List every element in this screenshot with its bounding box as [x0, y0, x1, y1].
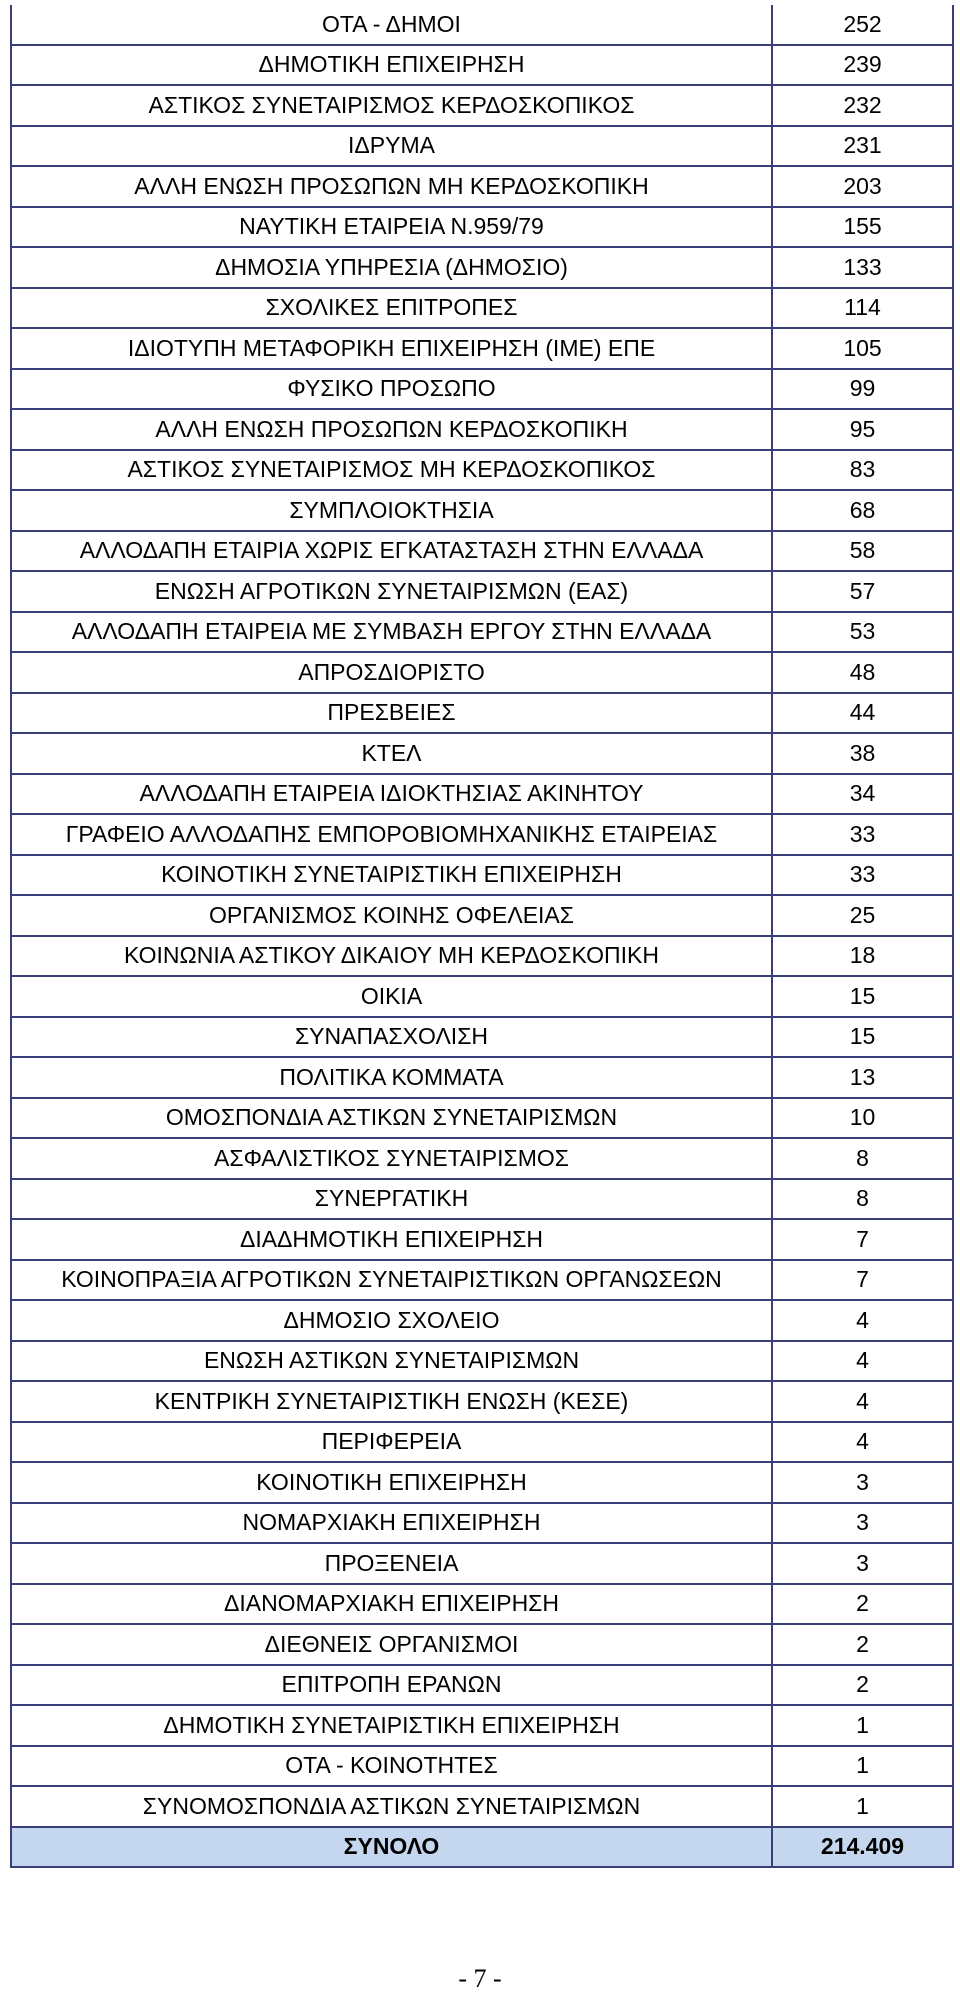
table-row — [11, 1543, 953, 1584]
entity-type-cell: ΣΥΜΠΛΟΙΟΚΤΗΣΙΑ — [11, 490, 772, 531]
table-row — [11, 1098, 953, 1139]
entity-type-cell: ΟΡΓΑΝΙΣΜΟΣ ΚΟΙΝΗΣ ΟΦΕΛΕΙΑΣ — [11, 895, 772, 936]
entity-type-cell: ΑΣΤΙΚΟΣ ΣΥΝΕΤΑΙΡΙΣΜΟΣ ΜΗ ΚΕΡΔΟΣΚΟΠΙΚΟΣ — [11, 450, 772, 491]
entity-type-cell: ΚΟΙΝΟΤΙΚΗ ΕΠΙΧΕΙΡΗΣΗ — [11, 1462, 772, 1503]
entity-type-cell: ΚΟΙΝΟΠΡΑΞΙΑ ΑΓΡΟΤΙΚΩΝ ΣΥΝΕΤΑΙΡΙΣΤΙΚΩΝ ΟΡΓΑΝΩΣΕΩΝ — [11, 1260, 772, 1301]
table-body — [11, 5, 953, 1867]
entity-type-cell: ΣΥΝΕΡΓΑΤΙΚΗ — [11, 1179, 772, 1220]
table-row — [11, 328, 953, 369]
entity-count-cell: 33 — [772, 814, 953, 855]
table-row — [11, 1219, 953, 1260]
table-row — [11, 855, 953, 896]
entity-count-cell: 2 — [772, 1624, 953, 1665]
total-row — [11, 1827, 953, 1868]
entity-count-cell: 4 — [772, 1300, 953, 1341]
table-row — [11, 450, 953, 491]
table-row — [11, 936, 953, 977]
table-row — [11, 1422, 953, 1463]
entity-type-cell: ΑΛΛΟΔΑΠΗ ΕΤΑΙΡΕΙΑ ΙΔΙΟΚΤΗΣΙΑΣ ΑΚΙΝΗΤΟΥ — [11, 774, 772, 815]
entity-type-cell: ΑΛΛΟΔΑΠΗ ΕΤΑΙΡΙΑ ΧΩΡΙΣ ΕΓΚΑΤΑΣΤΑΣΗ ΣΤΗΝ ΕΛΛΑΔΑ — [11, 531, 772, 572]
entity-count-cell: 44 — [772, 693, 953, 734]
entity-count-cell: 3 — [772, 1462, 953, 1503]
entity-type-cell: ΔΗΜΟΤΙΚΗ ΕΠΙΧΕΙΡΗΣΗ — [11, 45, 772, 86]
entity-count-cell: 105 — [772, 328, 953, 369]
table-row — [11, 693, 953, 734]
entity-type-cell: ΠΡΟΞΕΝΕΙΑ — [11, 1543, 772, 1584]
total-label: ΣΥΝΟΛΟ — [11, 1827, 772, 1868]
entity-count-cell: 1 — [772, 1705, 953, 1746]
entity-type-cell: ΕΝΩΣΗ ΑΣΤΙΚΩΝ ΣΥΝΕΤΑΙΡΙΣΜΩΝ — [11, 1341, 772, 1382]
page-number: - 7 - — [458, 1964, 502, 1993]
entity-count-table-container — [10, 5, 952, 1868]
entity-count-cell: 3 — [772, 1543, 953, 1584]
total-count: 214.409 — [772, 1827, 953, 1868]
table-row — [11, 1665, 953, 1706]
table-row — [11, 1584, 953, 1625]
table-row — [11, 369, 953, 410]
entity-type-cell: ΔΗΜΟΤΙΚΗ ΣΥΝΕΤΑΙΡΙΣΤΙΚΗ ΕΠΙΧΕΙΡΗΣΗ — [11, 1705, 772, 1746]
entity-count-cell: 3 — [772, 1503, 953, 1544]
table-row — [11, 1746, 953, 1787]
table-row — [11, 976, 953, 1017]
table-row — [11, 126, 953, 167]
table-row — [11, 1179, 953, 1220]
entity-type-cell: ΟΤΑ - ΚΟΙΝΟΤΗΤΕΣ — [11, 1746, 772, 1787]
entity-count-cell: 33 — [772, 855, 953, 896]
table-row — [11, 1017, 953, 1058]
table-row — [11, 774, 953, 815]
table-row — [11, 652, 953, 693]
entity-count-cell: 1 — [772, 1746, 953, 1787]
entity-count-cell: 48 — [772, 652, 953, 693]
entity-count-cell: 95 — [772, 409, 953, 450]
entity-count-cell: 4 — [772, 1422, 953, 1463]
entity-count-cell: 2 — [772, 1665, 953, 1706]
entity-count-cell: 232 — [772, 85, 953, 126]
table-row — [11, 1503, 953, 1544]
entity-count-cell: 15 — [772, 1017, 953, 1058]
entity-type-cell: ΣΥΝΟΜΟΣΠΟΝΔΙΑ ΑΣΤΙΚΩΝ ΣΥΝΕΤΑΙΡΙΣΜΩΝ — [11, 1786, 772, 1827]
table-row — [11, 490, 953, 531]
table-row — [11, 1624, 953, 1665]
entity-type-cell: ΙΔΡΥΜΑ — [11, 126, 772, 167]
table-row — [11, 45, 953, 86]
entity-type-cell: ΣΧΟΛΙΚΕΣ ΕΠΙΤΡΟΠΕΣ — [11, 288, 772, 329]
entity-type-cell: ΑΣΤΙΚΟΣ ΣΥΝΕΤΑΙΡΙΣΜΟΣ ΚΕΡΔΟΣΚΟΠΙΚΟΣ — [11, 85, 772, 126]
entity-type-cell: ΔΙΕΘΝΕΙΣ ΟΡΓΑΝΙΣΜΟΙ — [11, 1624, 772, 1665]
entity-type-cell: ΕΠΙΤΡΟΠΗ ΕΡΑΝΩΝ — [11, 1665, 772, 1706]
entity-count-cell: 10 — [772, 1098, 953, 1139]
table-row — [11, 895, 953, 936]
entity-count-cell: 53 — [772, 612, 953, 653]
entity-type-cell: ΔΙΑΝΟΜΑΡΧΙΑΚΗ ΕΠΙΧΕΙΡΗΣΗ — [11, 1584, 772, 1625]
entity-count-cell: 25 — [772, 895, 953, 936]
entity-count-cell: 8 — [772, 1179, 953, 1220]
table-row — [11, 1786, 953, 1827]
entity-type-cell: ΠΡΕΣΒΕΙΕΣ — [11, 693, 772, 734]
entity-count-cell: 34 — [772, 774, 953, 815]
entity-type-cell: ΑΛΛΟΔΑΠΗ ΕΤΑΙΡΕΙΑ ΜΕ ΣΥΜΒΑΣΗ ΕΡΓΟΥ ΣΤΗΝ ΕΛΛΑΔΑ — [11, 612, 772, 653]
entity-type-cell: ΑΛΛΗ ΕΝΩΣΗ ΠΡΟΣΩΠΩΝ ΚΕΡΔΟΣΚΟΠΙΚΗ — [11, 409, 772, 450]
entity-type-cell: ΦΥΣΙΚΟ ΠΡΟΣΩΠΟ — [11, 369, 772, 410]
entity-type-cell: ΟΜΟΣΠΟΝΔΙΑ ΑΣΤΙΚΩΝ ΣΥΝΕΤΑΙΡΙΣΜΩΝ — [11, 1098, 772, 1139]
entity-count-cell: 231 — [772, 126, 953, 167]
table-row — [11, 814, 953, 855]
table-row — [11, 1057, 953, 1098]
entity-count-cell: 15 — [772, 976, 953, 1017]
table-row — [11, 1138, 953, 1179]
table-row — [11, 247, 953, 288]
entity-type-cell: ΚΟΙΝΟΤΙΚΗ ΣΥΝΕΤΑΙΡΙΣΤΙΚΗ ΕΠΙΧΕΙΡΗΣΗ — [11, 855, 772, 896]
entity-count-cell: 58 — [772, 531, 953, 572]
table-row — [11, 1341, 953, 1382]
entity-type-cell: ΠΟΛΙΤΙΚΑ ΚΟΜΜΑΤΑ — [11, 1057, 772, 1098]
entity-type-cell: ΚΟΙΝΩΝΙΑ ΑΣΤΙΚΟΥ ΔΙΚΑΙΟΥ ΜΗ ΚΕΡΔΟΣΚΟΠΙΚΗ — [11, 936, 772, 977]
table-row — [11, 85, 953, 126]
entity-count-cell: 155 — [772, 207, 953, 248]
table-row — [11, 733, 953, 774]
entity-type-cell: ΑΠΡΟΣΔΙΟΡΙΣΤΟ — [11, 652, 772, 693]
entity-count-cell: 133 — [772, 247, 953, 288]
entity-type-cell: ΟΤΑ - ΔΗΜΟΙ — [11, 5, 772, 45]
entity-count-table — [10, 5, 954, 1868]
table-row — [11, 1705, 953, 1746]
entity-type-cell: ΙΔΙΟΤΥΠΗ ΜΕΤΑΦΟΡΙΚΗ ΕΠΙΧΕΙΡΗΣΗ (ΙΜΕ) ΕΠΕ — [11, 328, 772, 369]
entity-type-cell: ΚΤΕΛ — [11, 733, 772, 774]
entity-type-cell: ΚΕΝΤΡΙΚΗ ΣΥΝΕΤΑΙΡΙΣΤΙΚΗ ΕΝΩΣΗ (ΚΕΣΕ) — [11, 1381, 772, 1422]
entity-type-cell: ΠΕΡΙΦΕΡΕΙΑ — [11, 1422, 772, 1463]
entity-count-cell: 4 — [772, 1381, 953, 1422]
entity-count-cell: 114 — [772, 288, 953, 329]
entity-type-cell: ΣΥΝΑΠΑΣΧΟΛΙΣΗ — [11, 1017, 772, 1058]
entity-count-cell: 57 — [772, 571, 953, 612]
table-row — [11, 207, 953, 248]
entity-count-cell: 4 — [772, 1341, 953, 1382]
entity-type-cell: ΑΛΛΗ ΕΝΩΣΗ ΠΡΟΣΩΠΩΝ ΜΗ ΚΕΡΔΟΣΚΟΠΙΚΗ — [11, 166, 772, 207]
entity-count-cell: 99 — [772, 369, 953, 410]
table-row — [11, 288, 953, 329]
entity-count-cell: 239 — [772, 45, 953, 86]
table-row — [11, 1300, 953, 1341]
table-row — [11, 1462, 953, 1503]
entity-count-cell: 38 — [772, 733, 953, 774]
table-row — [11, 612, 953, 653]
entity-type-cell: ΔΗΜΟΣΙΑ ΥΠΗΡΕΣΙΑ (ΔΗΜΟΣΙΟ) — [11, 247, 772, 288]
table-row — [11, 166, 953, 207]
entity-type-cell: ΑΣΦΑΛΙΣΤΙΚΟΣ ΣΥΝΕΤΑΙΡΙΣΜΟΣ — [11, 1138, 772, 1179]
entity-count-cell: 8 — [772, 1138, 953, 1179]
table-row — [11, 5, 953, 45]
table-row — [11, 571, 953, 612]
table-row — [11, 409, 953, 450]
table-row — [11, 1381, 953, 1422]
entity-type-cell: ΟΙΚΙΑ — [11, 976, 772, 1017]
entity-type-cell: ΝΑΥΤΙΚΗ ΕΤΑΙΡΕΙΑ Ν.959/79 — [11, 207, 772, 248]
entity-count-cell: 7 — [772, 1260, 953, 1301]
entity-count-cell: 1 — [772, 1786, 953, 1827]
entity-type-cell: ΕΝΩΣΗ ΑΓΡΟΤΙΚΩΝ ΣΥΝΕΤΑΙΡΙΣΜΩΝ (ΕΑΣ) — [11, 571, 772, 612]
entity-count-cell: 68 — [772, 490, 953, 531]
entity-count-cell: 83 — [772, 450, 953, 491]
entity-count-cell: 203 — [772, 166, 953, 207]
entity-count-cell: 2 — [772, 1584, 953, 1625]
entity-count-cell: 18 — [772, 936, 953, 977]
entity-type-cell: ΝΟΜΑΡΧΙΑΚΗ ΕΠΙΧΕΙΡΗΣΗ — [11, 1503, 772, 1544]
entity-count-cell: 13 — [772, 1057, 953, 1098]
entity-type-cell: ΔΗΜΟΣΙΟ ΣΧΟΛΕΙΟ — [11, 1300, 772, 1341]
entity-count-cell: 7 — [772, 1219, 953, 1260]
entity-type-cell: ΓΡΑΦΕΙΟ ΑΛΛΟΔΑΠΗΣ ΕΜΠΟΡΟΒΙΟΜΗΧΑΝΙΚΗΣ ΕΤΑΙΡΕΙΑΣ — [11, 814, 772, 855]
table-row — [11, 1260, 953, 1301]
table-row — [11, 531, 953, 572]
entity-type-cell: ΔΙΑΔΗΜΟΤΙΚΗ ΕΠΙΧΕΙΡΗΣΗ — [11, 1219, 772, 1260]
entity-count-cell: 252 — [772, 5, 953, 45]
